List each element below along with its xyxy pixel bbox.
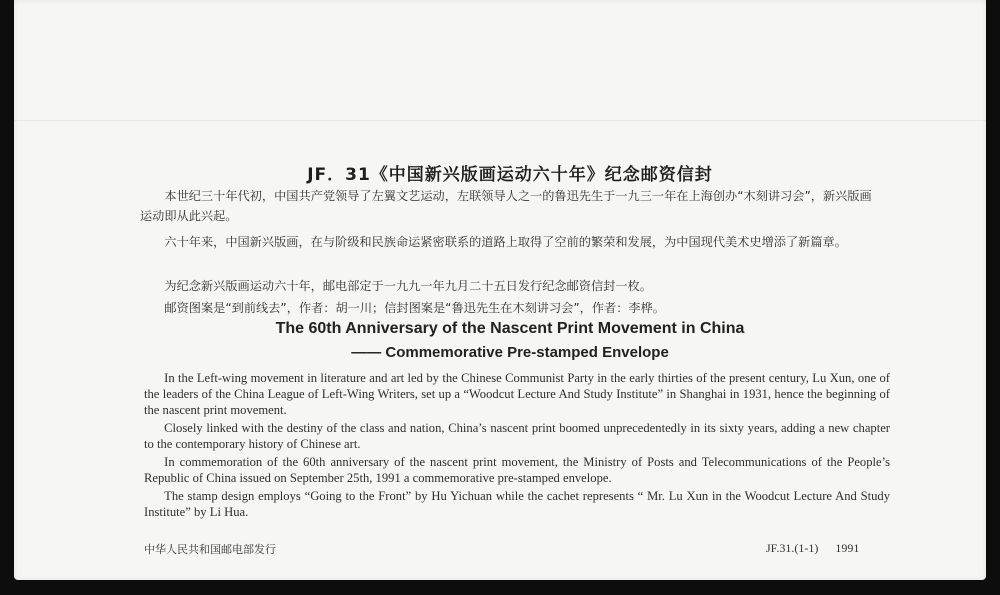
issue-year: 1991 — [835, 541, 860, 555]
chinese-title: JF．31《中国新兴版画运动六十年》纪念邮资信封 — [307, 165, 713, 185]
envelope-back — [14, 0, 986, 580]
english-paragraph: In the Left-wing movement in literature and art led by the Chinese Communist Party in the early thirties of the present century, Lu Xun, one of the leaders of the China League of Left-Wing Writers, set up a “Woodcut Lecture And Study Institute” in Shanghai in 1931, hence the beginning of the nascent print movement. — [144, 371, 890, 417]
english-paragraph: The stamp design employs “Going to the Front” by Hu Yichuan while the cachet represents “ Mr. Lu Xun in the Woodcut Lecture And Study Institute” by Li Hua. — [144, 489, 890, 519]
english-subtitle: —— Commemorative Pre-stamped Envelope — [351, 344, 669, 361]
english-title: The 60th Anniversary of the Nascent Print Movement in China — [275, 320, 745, 337]
envelope-code: JF.31.(1-1) — [766, 541, 819, 555]
english-paragraph: Closely linked with the destiny of the class and nation, China’s nascent print boomed unprecedentedly in its sixty years, adding a new chapter to the contemporary history of Chinese art. — [144, 421, 890, 451]
chinese-paragraph: 邮资图案是“到前线去”，作者：胡一川；信封图案是“鲁迅先生在木刻讲习会”，作者：李桦。 — [164, 301, 665, 315]
english-paragraph: In commemoration of the 60th anniversary of the nascent print movement, the Ministry of Posts and Telecommunications of the People’s Republic of China issued on September 25th, 1991 a commemorative pre-stamped envelope. — [144, 455, 890, 485]
chinese-paragraph: 本世纪三十年代初，中国共产党领导了左翼文艺运动，左联领导人之一的鲁迅先生于一九三一年在上海创办“木刻讲习会”，新兴版画运动即从此兴起。 — [140, 189, 872, 223]
chinese-paragraph: 六十年来，中国新兴版画，在与阶级和民族命运紧密联系的道路上取得了空前的繁荣和发展，为中国现代美术史增添了新篇章。 — [164, 235, 847, 249]
flap-fold-line — [14, 120, 986, 121]
issue-code — [766, 541, 859, 556]
chinese-paragraph: 为纪念新兴版画运动六十年，邮电部定于一九九一年九月二十五日发行纪念邮资信封一枚。 — [164, 279, 652, 293]
issuer-label: 中华人民共和国邮电部发行 — [144, 543, 276, 556]
